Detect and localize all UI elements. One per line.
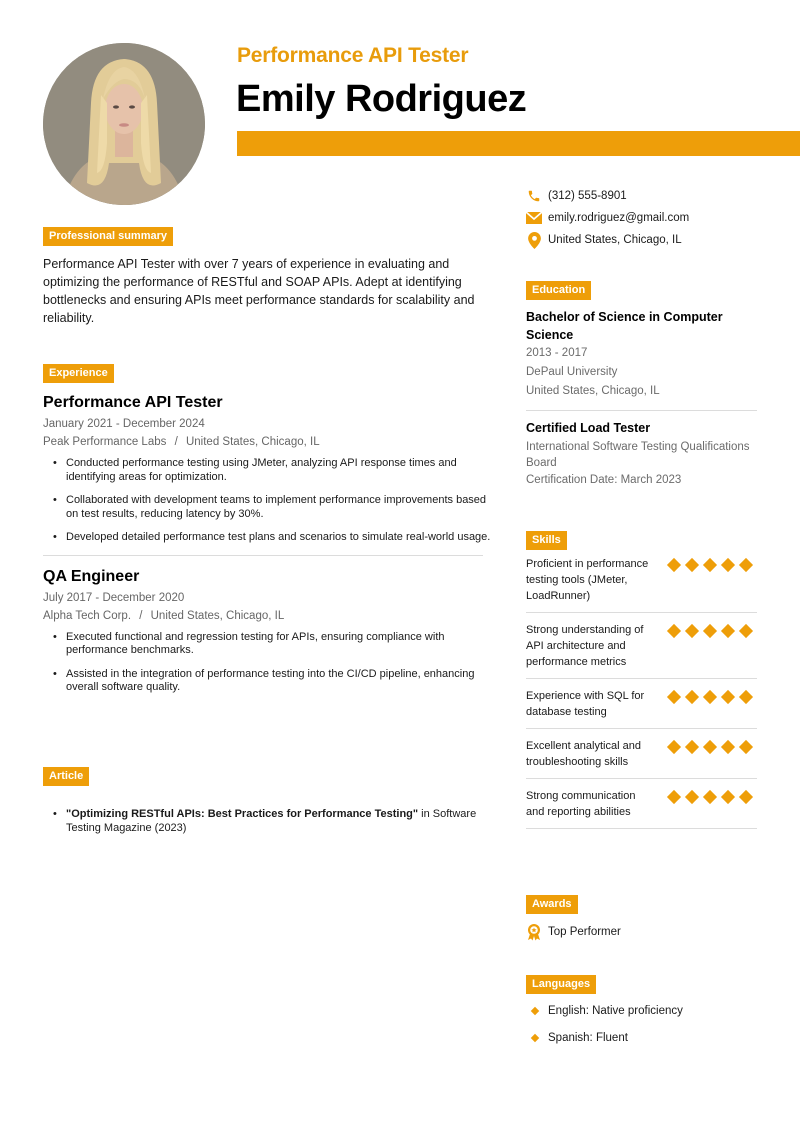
education-location: United States, Chicago, IL (526, 385, 660, 397)
skill-label: Excellent analytical and troubleshooting skills (526, 740, 641, 768)
skill-rating (667, 624, 753, 638)
experience-section (43, 363, 495, 705)
rating-diamond-icon (739, 624, 753, 638)
education-section (526, 280, 757, 490)
skills-section (526, 530, 757, 829)
rating-diamond-icon (739, 740, 753, 754)
experience-title: Performance API Tester (43, 394, 223, 411)
language-item (526, 1029, 757, 1047)
contact-email[interactable] (526, 207, 766, 229)
rating-diamond-icon (685, 558, 699, 572)
rating-diamond-icon (721, 740, 735, 754)
experience-company-line (43, 610, 495, 622)
summary-text: Performance API Tester with over 7 years of experience in evaluating and optimizing the performance of RESTful and SOAP APIs. Adept at identifying bottlenecks and ensuring APIs meet performance standards for scalability and reliability. (43, 257, 475, 325)
article-heading: Article (43, 767, 89, 786)
article-item (53, 808, 495, 835)
experience-heading: Experience (43, 364, 114, 383)
rating-diamond-icon (721, 624, 735, 638)
article-section (43, 766, 495, 845)
email-icon (526, 210, 542, 226)
education-item (526, 308, 757, 401)
skill-item (526, 679, 757, 729)
rating-diamond-icon (667, 624, 681, 638)
skill-rating (667, 790, 753, 804)
skill-item (526, 729, 757, 779)
header-accent-bar (237, 131, 800, 156)
diamond-bullet-icon (531, 1034, 539, 1042)
experience-item (43, 568, 495, 695)
location-pin-icon (526, 232, 542, 248)
article-publication: in Software Testing Magazine (2023) (66, 808, 477, 834)
rating-diamond-icon (667, 558, 681, 572)
skill-label: Strong understanding of API architecture and performance metrics (526, 624, 644, 668)
company-name: Peak Performance Labs (43, 436, 167, 448)
location-text: United States, Chicago, IL (548, 234, 682, 246)
skills-list (526, 550, 757, 829)
rating-diamond-icon (703, 558, 717, 572)
separator: / (139, 609, 143, 622)
rating-diamond-icon (721, 790, 735, 804)
education-years: 2013 - 2017 (526, 347, 588, 359)
education-heading: Education (526, 281, 591, 300)
skill-rating (667, 690, 753, 704)
skill-item (526, 613, 757, 679)
bullet-item: • Assisted in the integration of performance testing into the CI/CD pipeline, enhancing overall software quality. (53, 668, 495, 695)
certification-issuer: International Software Testing Qualifications Board (526, 441, 750, 469)
award-item (526, 923, 757, 941)
experience-company-line (43, 436, 495, 448)
phone-number: (312) 555-8901 (548, 190, 627, 202)
article-title: "Optimizing RESTful APIs: Best Practices for Performance Testing" (66, 808, 419, 820)
education-divider (526, 410, 757, 411)
rating-diamond-icon (667, 790, 681, 804)
rating-diamond-icon (667, 740, 681, 754)
education-institution: DePaul University (526, 366, 618, 378)
contact-info (526, 185, 766, 251)
bullet-item: • Executed functional and regression testing for APIs, ensuring compliance with performance benchmarks. (53, 631, 495, 658)
rating-diamond-icon (667, 690, 681, 704)
experience-bullets (43, 457, 495, 545)
bullet-item: • Conducted performance testing using JMeter, analyzing API response times and identifying areas for optimization. (53, 457, 495, 484)
skill-label: Proficient in performance testing tools (JMeter, LoadRunner) (526, 558, 649, 602)
experience-dates: January 2021 - December 2024 (43, 418, 205, 430)
award-label: Top Performer (548, 926, 621, 938)
language-item (526, 1002, 757, 1020)
skill-item (526, 550, 757, 613)
certification-date: Certification Date: March 2023 (526, 474, 682, 486)
job-title: Performance API Tester (237, 44, 469, 67)
rating-diamond-icon (703, 740, 717, 754)
rating-diamond-icon (685, 690, 699, 704)
skill-label: Experience with SQL for database testing (526, 690, 645, 718)
skill-label: Strong communication and reporting abilities (526, 790, 636, 818)
experience-item (43, 394, 495, 545)
degree-title: Bachelor of Science in Computer Science (526, 310, 723, 342)
article-list (43, 808, 495, 835)
experience-dates: July 2017 - December 2020 (43, 591, 185, 604)
rating-diamond-icon (685, 740, 699, 754)
company-name: Alpha Tech Corp. (43, 609, 132, 622)
rating-diamond-icon (703, 790, 717, 804)
summary-heading: Professional summary (43, 227, 173, 246)
rating-diamond-icon (739, 690, 753, 704)
skill-rating (667, 558, 753, 572)
language-label: Spanish: Fluent (548, 1032, 628, 1044)
awards-heading: Awards (526, 895, 578, 914)
languages-heading: Languages (526, 975, 596, 994)
rating-diamond-icon (739, 558, 753, 572)
company-location: United States, Chicago, IL (185, 436, 320, 448)
bullet-item: • Developed detailed performance test plans and scenarios to simulate real-world usage. (53, 531, 495, 545)
phone-icon (526, 188, 542, 204)
email-address: emily.rodriguez@gmail.com (548, 212, 690, 224)
experience-divider (43, 555, 483, 556)
skill-rating (667, 740, 753, 754)
rating-diamond-icon (703, 624, 717, 638)
rating-diamond-icon (739, 790, 753, 804)
candidate-name: Emily Rodriguez (236, 78, 527, 120)
separator: / (174, 436, 178, 448)
experience-bullets (43, 631, 495, 695)
contact-phone[interactable] (526, 185, 766, 207)
skill-item (526, 779, 757, 829)
certification-title: Certified Load Tester (526, 421, 651, 435)
award-ribbon-icon (526, 923, 542, 941)
rating-diamond-icon (703, 690, 717, 704)
company-location: United States, Chicago, IL (150, 609, 285, 622)
diamond-bullet-icon (531, 1007, 539, 1015)
rating-diamond-icon (721, 558, 735, 572)
rating-diamond-icon (685, 624, 699, 638)
language-label: English: Native proficiency (548, 1005, 683, 1017)
bullet-item: • Collaborated with development teams to implement performance improvements based on test results, reducing latency by 30%. (53, 494, 495, 521)
rating-diamond-icon (685, 790, 699, 804)
profile-photo (43, 43, 205, 205)
skills-heading: Skills (526, 531, 567, 550)
portrait-illustration (43, 43, 205, 205)
summary-section (43, 226, 483, 327)
awards-section (526, 894, 757, 941)
languages-section (526, 974, 757, 1047)
experience-title: QA Engineer (43, 567, 140, 585)
contact-location (526, 229, 766, 251)
rating-diamond-icon (721, 690, 735, 704)
certification-item (526, 419, 757, 490)
